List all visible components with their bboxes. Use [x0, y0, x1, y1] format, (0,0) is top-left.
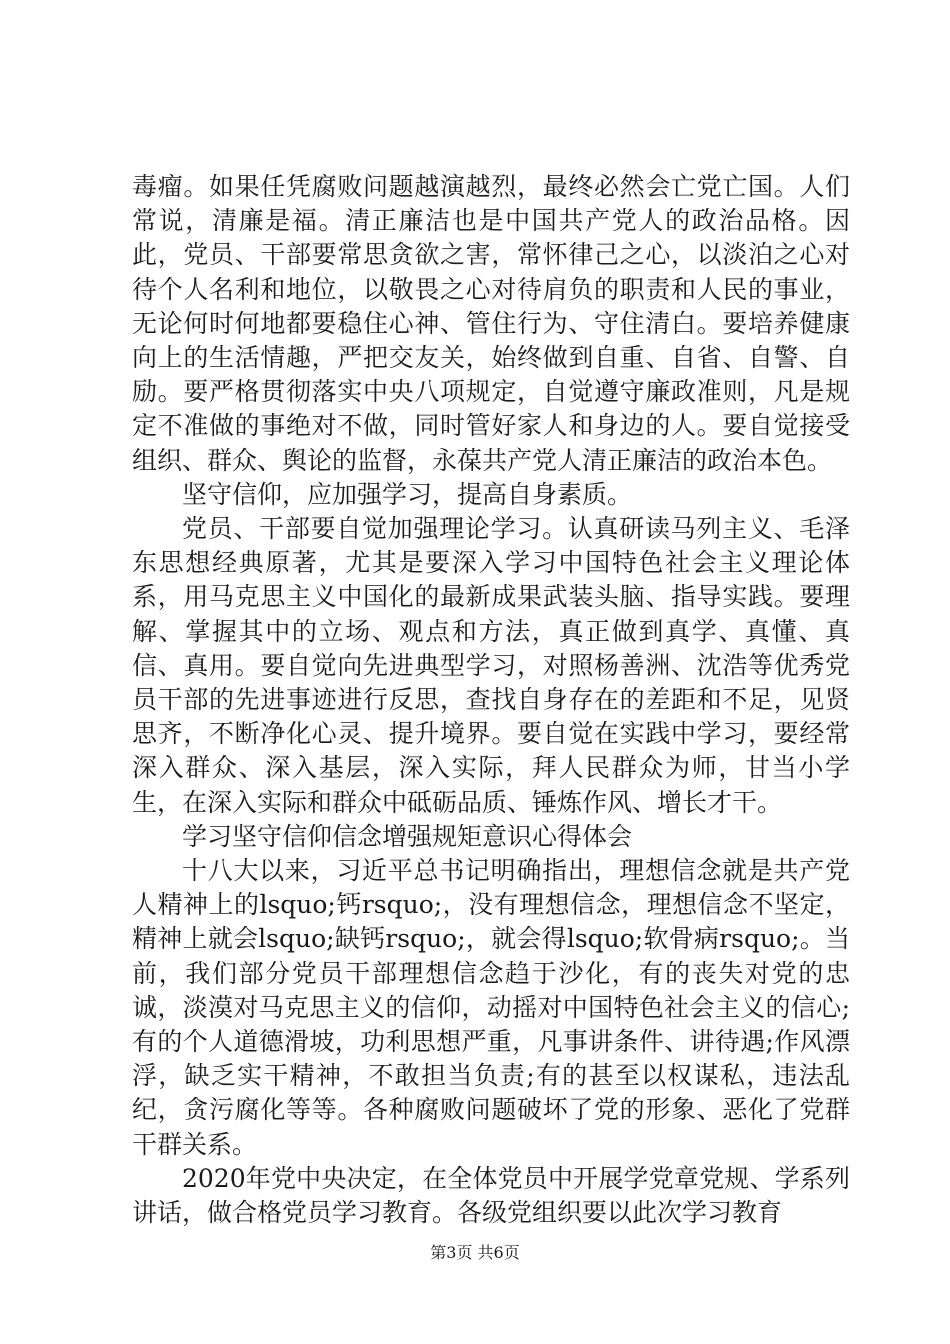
- paragraph: 坚守信仰，应加强学习，提高自身素质。: [182, 479, 633, 509]
- paragraph: 十八大以来，习近平总书记明确指出，理想信念就是共产党人精神上的lsquo;钙rsquo;，没有理想信念，理想信念不坚定，精神上就会lsquo;缺钙rsquo;，就会得lsquo;软骨病rsquo;。当前，我们部分党员干部理想信念趋于沙化，有的丧失对党的忠诚，淡漠对马克思主义的信仰，动摇对中国特色社会主义的信心;有的个人道德滑坡，功利思想严重，凡事讲条件、讲待遇;作风漂浮，缺乏实干精神，不敢担当负责;有的甚至以权谋私，违法乱纪，贪污腐化等等。各种腐败问题破坏了党的形象、恶化了党群干群关系。: [132, 856, 850, 1159]
- paragraph: 2020年党中央决定，在全体党员中开展学党章党规、学系列讲话，做合格党员学习教育。各级党组织要以此次学习教育: [132, 1163, 850, 1228]
- paragraph: 党员、干部要自觉加强理论学习。认真研读马列主义、毛泽东思想经典原著，尤其是要深入学习中国特色社会主义理论体系，用马克思主义中国化的最新成果武装头脑、指导实践。要理解、掌握其中的立场、观点和方法，真正做到真学、真懂、真信、真用。要自觉向先进典型学习，对照杨善洲、沈浩等优秀党员干部的先进事迹进行反思，查找自身存在的差距和不足，见贤思齐，不断净化心灵、提升境界。要自觉在实践中学习，要经常深入群众、深入基层，深入实际，拜人民群众为师，甘当小学生，在深入实际和群众中砥砺品质、锤炼作风、增长才干。: [132, 514, 850, 817]
- document-body: [132, 170, 850, 1230]
- page-number: 第3页 共6页: [430, 1243, 520, 1262]
- paragraph: 毒瘤。如果任凭腐败问题越演越烈，最终必然会亡党亡国。人们常说，清廉是福。清正廉洁也是中国共产党人的政治品格。因此，党员、干部要常思贪欲之害，常怀律己之心，以淡泊之心对待个人名利和地位，以敬畏之心对待肩负的职责和人民的事业，无论何时何地都要稳住心神、管住行为、守住清白。要培养健康向上的生活情趣，严把交友关，始终做到自重、自省、自警、自励。要严格贯彻落实中央八项规定，自觉遵守廉政准则，凡是规定不准做的事绝对不做，同时管好家人和身边的人。要自觉接受组织、群众、舆论的监督，永葆共产党人清正廉洁的政治本色。: [132, 172, 850, 475]
- section-heading: 学习坚守信仰信念增强规矩意识心得体会: [182, 821, 633, 851]
